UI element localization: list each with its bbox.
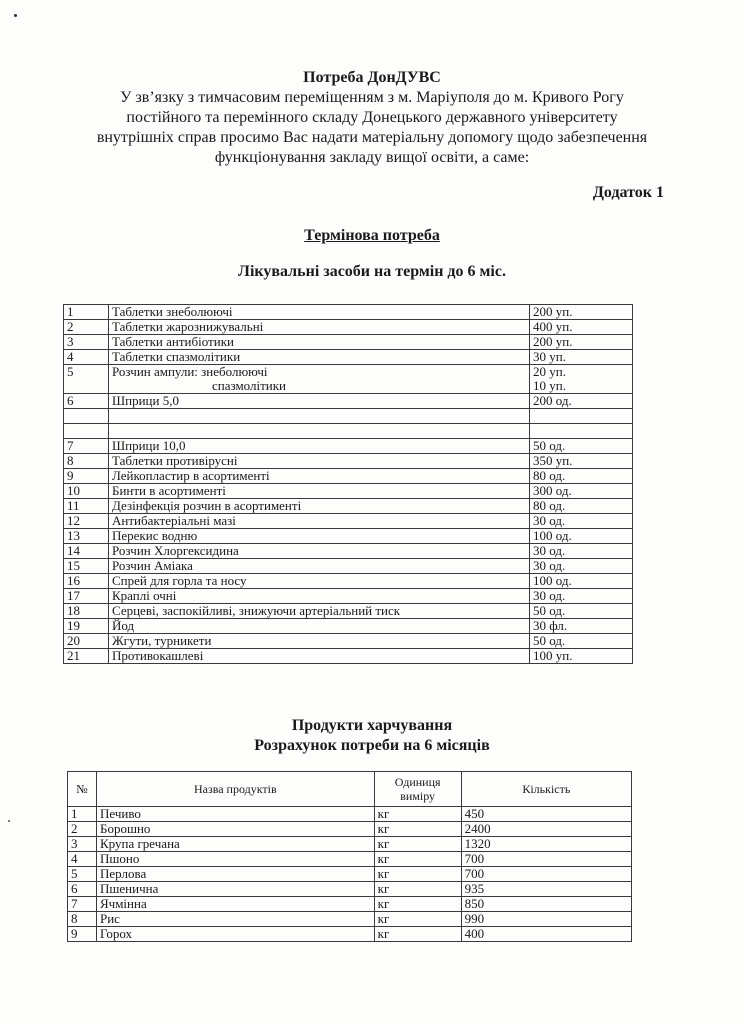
urgent-heading: Термінова потреба bbox=[304, 227, 440, 244]
intro-line: У зв’язку з тимчасовим переміщенням з м. Маріуполя до м. Кривого Рогу bbox=[120, 89, 624, 106]
medicine-quantity-text: 30 од. bbox=[533, 558, 566, 573]
row-number: 6 bbox=[64, 394, 109, 409]
medicine-quantity-text: 50 од. bbox=[533, 633, 566, 648]
medicine-name-text: Розчин Аміака bbox=[112, 558, 193, 573]
product-unit: кг bbox=[374, 927, 461, 942]
row-number: 15 bbox=[64, 559, 109, 574]
medicine-quantity-text: 50 од. bbox=[533, 603, 566, 618]
medicine-name bbox=[109, 529, 530, 544]
product-name: Печиво bbox=[97, 807, 375, 822]
column-header-name: Назва продуктів bbox=[97, 772, 375, 807]
medicine-quantity-text: 350 уп. bbox=[533, 453, 573, 468]
table-row bbox=[64, 559, 633, 574]
product-quantity: 400 bbox=[461, 927, 631, 942]
medicine-name bbox=[109, 365, 530, 394]
medicine-quantity-text: 20 уп. bbox=[533, 364, 566, 379]
product-unit: кг bbox=[374, 807, 461, 822]
food-title: Продукти харчування bbox=[291, 717, 453, 734]
table-row bbox=[64, 619, 633, 634]
product-name: Пшоно bbox=[97, 852, 375, 867]
medicine-name bbox=[109, 544, 530, 559]
medicine-quantity-text: 100 уп. bbox=[533, 648, 573, 663]
product-quantity: 1320 bbox=[461, 837, 631, 852]
column-header-quantity: Кількість bbox=[461, 772, 631, 807]
table-row bbox=[64, 424, 633, 439]
medicine-name bbox=[109, 514, 530, 529]
row-number: 7 bbox=[68, 897, 97, 912]
medicine-quantity-text: 30 од. bbox=[533, 513, 566, 528]
medicine-quantity bbox=[530, 529, 633, 544]
row-number: 5 bbox=[64, 365, 109, 394]
product-quantity: 450 bbox=[461, 807, 631, 822]
product-unit: кг bbox=[374, 837, 461, 852]
medicine-quantity bbox=[530, 649, 633, 664]
row-number: 3 bbox=[64, 335, 109, 350]
medicine-name bbox=[109, 649, 530, 664]
row-number: 9 bbox=[64, 469, 109, 484]
medicine-name bbox=[109, 335, 530, 350]
row-number: 10 bbox=[64, 484, 109, 499]
product-quantity: 2400 bbox=[461, 822, 631, 837]
medicine-name-text: Розчин Хлоргексидина bbox=[112, 543, 239, 558]
medicine-quantity bbox=[530, 365, 633, 394]
medicine-name bbox=[109, 559, 530, 574]
medicine-quantity bbox=[530, 544, 633, 559]
scan-dot bbox=[8, 820, 10, 822]
product-unit: кг bbox=[374, 897, 461, 912]
medicine-quantity bbox=[530, 439, 633, 454]
medicine-name-text: Противокашлеві bbox=[112, 648, 204, 663]
food-section-title bbox=[0, 716, 744, 756]
column-header-number: № bbox=[68, 772, 97, 807]
row-number bbox=[64, 424, 109, 439]
medicine-quantity-text: 100 од. bbox=[533, 573, 572, 588]
medicine-quantity-text: 10 уп. bbox=[533, 378, 566, 393]
medicine-name bbox=[109, 634, 530, 649]
medicine-quantity bbox=[530, 514, 633, 529]
product-name: Пшенична bbox=[97, 882, 375, 897]
food-table-body bbox=[68, 807, 632, 942]
table-row bbox=[68, 912, 632, 927]
medicine-name-text: Йод bbox=[112, 618, 135, 633]
table-row bbox=[68, 852, 632, 867]
row-number: 17 bbox=[64, 589, 109, 604]
table-row bbox=[64, 529, 633, 544]
intro-line: функціонування закладу вищої освіти, а саме: bbox=[214, 149, 530, 166]
medicine-name bbox=[109, 305, 530, 320]
row-number: 16 bbox=[64, 574, 109, 589]
table-row bbox=[68, 927, 632, 942]
medicine-name-text: Жгути, турникети bbox=[112, 633, 212, 648]
product-quantity: 700 bbox=[461, 852, 631, 867]
product-name: Горох bbox=[97, 927, 375, 942]
medicines-title: Лікувальні засоби на термін до 6 міс. bbox=[238, 263, 506, 280]
table-row bbox=[64, 350, 633, 365]
table-row bbox=[64, 499, 633, 514]
row-number: 5 bbox=[68, 867, 97, 882]
food-table bbox=[67, 771, 632, 942]
row-number: 19 bbox=[64, 619, 109, 634]
row-number: 2 bbox=[64, 320, 109, 335]
product-unit: кг bbox=[374, 867, 461, 882]
medicines-table-body bbox=[64, 305, 633, 664]
medicine-quantity bbox=[530, 409, 633, 424]
appendix-label: Додаток 1 bbox=[592, 184, 664, 201]
row-number: 18 bbox=[64, 604, 109, 619]
medicine-quantity-text: 400 уп. bbox=[533, 319, 573, 334]
table-row bbox=[64, 544, 633, 559]
medicine-name bbox=[109, 484, 530, 499]
medicine-quantity-text: 30 од. bbox=[533, 588, 566, 603]
product-unit: кг bbox=[374, 882, 461, 897]
table-row bbox=[64, 634, 633, 649]
food-subtitle: Розрахунок потреби на 6 місяців bbox=[254, 737, 490, 754]
table-row bbox=[68, 882, 632, 897]
row-number: 21 bbox=[64, 649, 109, 664]
medicine-quantity-text: 200 од. bbox=[533, 393, 572, 408]
medicine-name bbox=[109, 499, 530, 514]
row-number: 11 bbox=[64, 499, 109, 514]
medicine-name bbox=[109, 574, 530, 589]
medicine-quantity-text: 80 од. bbox=[533, 498, 566, 513]
medicine-quantity bbox=[530, 604, 633, 619]
medicine-quantity bbox=[530, 350, 633, 365]
intro-line: внутрішніх справ просимо Вас надати матеріальну допомогу щодо забезпечення bbox=[96, 129, 648, 146]
table-row bbox=[68, 867, 632, 882]
document-header bbox=[40, 68, 704, 168]
row-number: 1 bbox=[64, 305, 109, 320]
table-row bbox=[64, 589, 633, 604]
medicine-name-text: Шприци 5,0 bbox=[112, 393, 179, 408]
product-quantity: 850 bbox=[461, 897, 631, 912]
medicine-quantity-text: 200 уп. bbox=[533, 304, 573, 319]
medicine-name-text: Таблетки жарознижувальні bbox=[112, 319, 264, 334]
medicine-quantity-text: 30 уп. bbox=[533, 349, 566, 364]
table-row bbox=[64, 305, 633, 320]
row-number: 6 bbox=[68, 882, 97, 897]
row-number: 2 bbox=[68, 822, 97, 837]
medicine-name-text: Таблетки антибіотики bbox=[112, 334, 234, 349]
table-row bbox=[64, 574, 633, 589]
medicine-name-text: Спрей для горла та носу bbox=[112, 573, 247, 588]
product-quantity: 700 bbox=[461, 867, 631, 882]
medicine-quantity-text: 300 од. bbox=[533, 483, 572, 498]
table-row bbox=[68, 822, 632, 837]
row-number: 1 bbox=[68, 807, 97, 822]
product-unit: кг bbox=[374, 822, 461, 837]
medicine-quantity bbox=[530, 454, 633, 469]
product-name: Ячмінна bbox=[97, 897, 375, 912]
medicine-name-text: Розчин ампули: знеболюючі bbox=[112, 364, 268, 379]
medicine-name bbox=[109, 589, 530, 604]
medicine-name-text: Таблетки спазмолітики bbox=[112, 349, 241, 364]
table-row bbox=[64, 409, 633, 424]
medicines-table bbox=[63, 304, 633, 664]
row-number: 14 bbox=[64, 544, 109, 559]
food-table-header-row bbox=[68, 772, 632, 807]
table-row bbox=[68, 837, 632, 852]
product-unit: кг bbox=[374, 852, 461, 867]
row-number: 7 bbox=[64, 439, 109, 454]
medicine-name-text: Дезінфекція розчин в асортименті bbox=[112, 498, 302, 513]
medicine-name bbox=[109, 454, 530, 469]
medicine-name-text: Краплі очні bbox=[112, 588, 177, 603]
product-name: Крупа гречана bbox=[97, 837, 375, 852]
medicine-quantity bbox=[530, 394, 633, 409]
intro-line: постійного та перемінного складу Донецького державного університету bbox=[126, 109, 618, 126]
column-header-unit: Одиниця виміру bbox=[374, 772, 461, 807]
table-row bbox=[64, 365, 633, 394]
medicine-quantity bbox=[530, 574, 633, 589]
table-row bbox=[64, 514, 633, 529]
medicine-name-text: Таблетки знеболюючі bbox=[112, 304, 233, 319]
row-number: 8 bbox=[68, 912, 97, 927]
medicine-name bbox=[109, 439, 530, 454]
medicine-quantity bbox=[530, 335, 633, 350]
table-row bbox=[64, 484, 633, 499]
medicine-name bbox=[109, 619, 530, 634]
row-number: 3 bbox=[68, 837, 97, 852]
medicine-quantity-text: 30 фл. bbox=[533, 618, 568, 633]
table-row bbox=[64, 320, 633, 335]
product-unit: кг bbox=[374, 912, 461, 927]
table-row bbox=[64, 394, 633, 409]
medicine-quantity bbox=[530, 469, 633, 484]
medicine-quantity bbox=[530, 559, 633, 574]
row-number: 12 bbox=[64, 514, 109, 529]
product-quantity: 990 bbox=[461, 912, 631, 927]
scan-dot bbox=[14, 14, 17, 17]
row-number: 8 bbox=[64, 454, 109, 469]
product-quantity: 935 bbox=[461, 882, 631, 897]
medicine-name-text: Таблетки противірусні bbox=[112, 453, 238, 468]
table-row bbox=[64, 604, 633, 619]
medicine-name bbox=[109, 424, 530, 439]
medicine-name bbox=[109, 350, 530, 365]
medicine-quantity bbox=[530, 589, 633, 604]
medicine-quantity-text: 50 од. bbox=[533, 438, 566, 453]
medicine-quantity-text: 80 од. bbox=[533, 468, 566, 483]
table-row bbox=[68, 897, 632, 912]
medicine-name-text: Серцеві, заспокійливі, знижуючи артеріальний тиск bbox=[112, 603, 401, 618]
medicine-name bbox=[109, 409, 530, 424]
medicine-quantity bbox=[530, 320, 633, 335]
row-number: 13 bbox=[64, 529, 109, 544]
medicine-name-text: спазмолітики bbox=[212, 378, 287, 393]
row-number: 9 bbox=[68, 927, 97, 942]
medicine-quantity bbox=[530, 484, 633, 499]
medicine-name-text: Лейкопластир в асортименті bbox=[112, 468, 270, 483]
product-name: Борошно bbox=[97, 822, 375, 837]
medicine-name bbox=[109, 394, 530, 409]
medicine-quantity bbox=[530, 424, 633, 439]
medicine-name-text: Перекис водню bbox=[112, 528, 198, 543]
table-row bbox=[64, 439, 633, 454]
row-number: 20 bbox=[64, 634, 109, 649]
table-row bbox=[68, 807, 632, 822]
product-name: Перлова bbox=[97, 867, 375, 882]
medicine-name bbox=[109, 469, 530, 484]
table-row bbox=[64, 469, 633, 484]
medicine-name-text: Шприци 10,0 bbox=[112, 438, 186, 453]
medicine-quantity bbox=[530, 619, 633, 634]
table-row bbox=[64, 649, 633, 664]
table-row bbox=[64, 454, 633, 469]
document-title: Потреба ДонДУВС bbox=[303, 69, 441, 86]
row-number: 4 bbox=[64, 350, 109, 365]
medicine-name-text: Бинти в асортименті bbox=[112, 483, 226, 498]
medicine-quantity-text: 200 уп. bbox=[533, 334, 573, 349]
medicine-name bbox=[109, 320, 530, 335]
medicine-quantity-text: 30 од. bbox=[533, 543, 566, 558]
medicine-name bbox=[109, 604, 530, 619]
row-number: 4 bbox=[68, 852, 97, 867]
table-row bbox=[64, 335, 633, 350]
medicine-quantity bbox=[530, 305, 633, 320]
medicine-quantity bbox=[530, 634, 633, 649]
medicine-name-text: Антибактеріальні мазі bbox=[112, 513, 236, 528]
product-name: Рис bbox=[97, 912, 375, 927]
row-number bbox=[64, 409, 109, 424]
medicine-quantity bbox=[530, 499, 633, 514]
medicine-quantity-text: 100 од. bbox=[533, 528, 572, 543]
